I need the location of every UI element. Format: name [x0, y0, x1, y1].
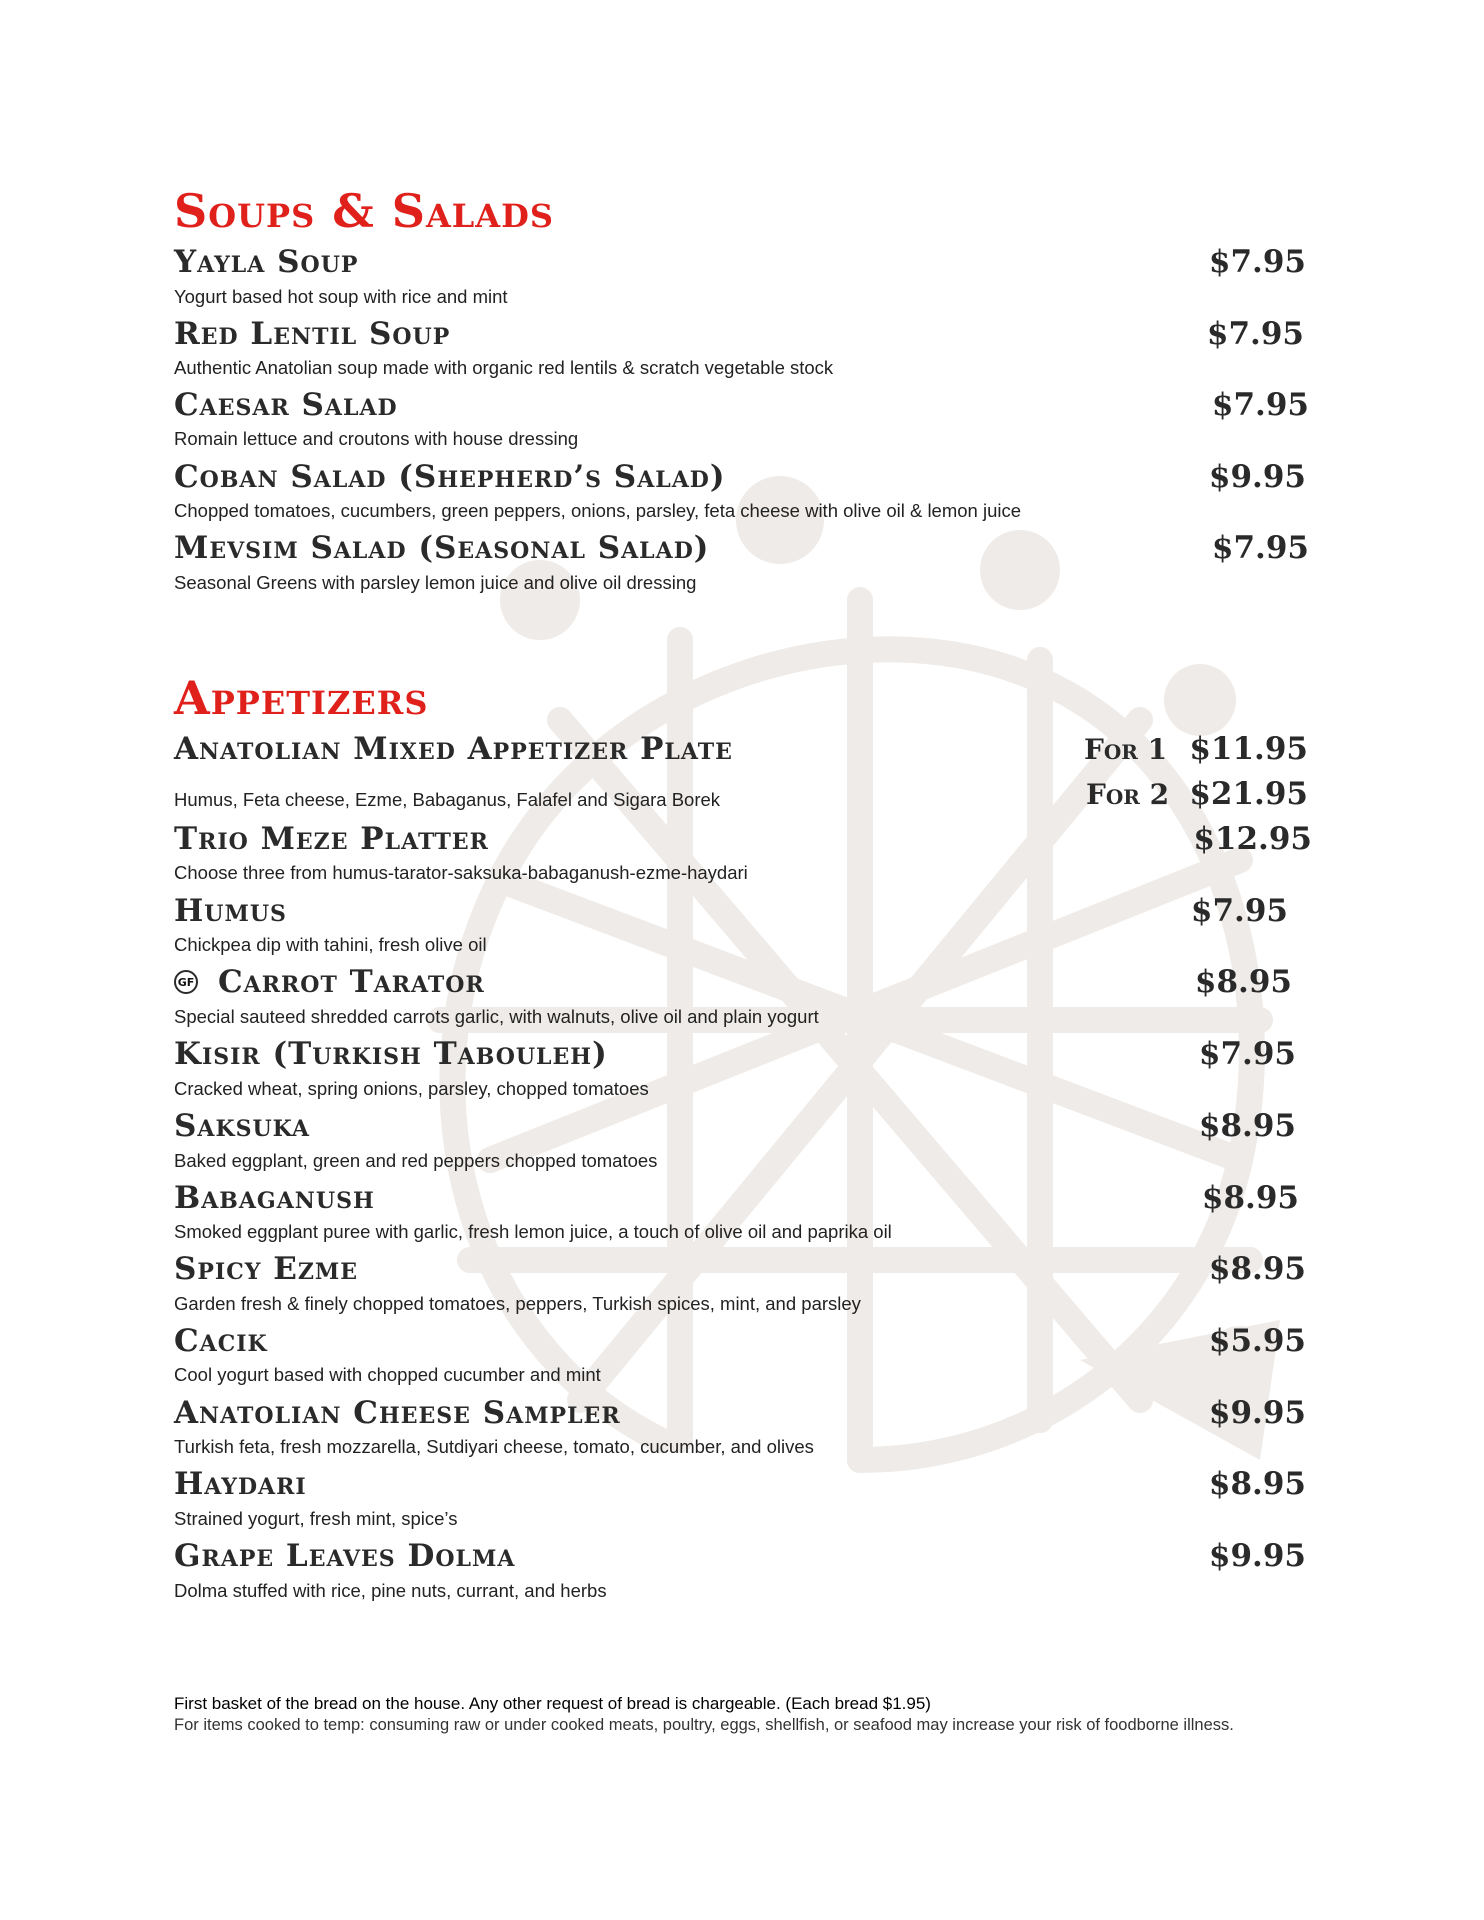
item-price: $7.95	[1208, 244, 1306, 280]
item-price: $8.95	[1208, 1466, 1306, 1502]
item-name: Saksuka	[174, 1108, 310, 1144]
item-description: Cracked wheat, spring onions, parsley, chopped tomatoes	[174, 1078, 649, 1099]
item-description: Baked eggplant, green and red peppers chopped tomatoes	[174, 1150, 658, 1171]
item-description: Smoked eggplant puree with garlic, fresh lemon juice, a touch of olive oil and paprika oil	[174, 1221, 892, 1242]
item-price: $7.95	[1211, 530, 1309, 566]
item-price: $8.95	[1194, 964, 1292, 1000]
item-price: $7.95	[1190, 893, 1288, 929]
item-name: Mevsim Salad (Seasonal Salad)	[174, 530, 710, 566]
item-name: Humus	[174, 893, 287, 929]
section-title-soups-salads: Soups & Salads	[174, 184, 554, 238]
item-description: Choose three from humus-tarator-saksuka-babaganush-ezme-haydari	[174, 862, 748, 883]
item-name: Haydari	[174, 1466, 307, 1502]
bread-note: First basket of the bread on the house. Any other request of bread is chargeable. (Each bread $1.95)	[174, 1694, 931, 1713]
item-name: Kisir (Turkish Tabouleh)	[174, 1036, 608, 1072]
item-price: $9.95	[1208, 459, 1306, 495]
item-price: $7.95	[1206, 316, 1304, 352]
item-description: Authentic Anatolian soup made with organic red lentils & scratch vegetable stock	[174, 357, 834, 378]
item-description: Yogurt based hot soup with rice and mint	[174, 286, 508, 307]
item-price: $9.95	[1208, 1395, 1306, 1431]
item-name: Trio Meze Platter	[174, 821, 489, 857]
item-description: Chopped tomatoes, cucumbers, green peppers, onions, parsley, feta cheese with olive oil & lemon juice	[174, 500, 1022, 521]
item-description: Humus, Feta cheese, Ezme, Babaganus, Falafel and Sigara Borek	[174, 789, 721, 810]
item-description: Cool yogurt based with chopped cucumber and mint	[174, 1364, 601, 1385]
item-name: Caesar Salad	[174, 387, 398, 423]
gluten-free-icon: GF	[174, 970, 198, 994]
item-description: Chickpea dip with tahini, fresh olive oil	[174, 934, 487, 955]
item-description: Special sauteed shredded carrots garlic, with walnuts, olive oil and plain yogurt	[174, 1006, 819, 1027]
item-price: $12.95	[1193, 821, 1312, 857]
item-description: Strained yogurt, fresh mint, spice’s	[174, 1508, 458, 1529]
item-description: Garden fresh & finely chopped tomatoes, peppers, Turkish spices, mint, and parsley	[174, 1293, 861, 1314]
item-price-for-2: $21.95	[1189, 776, 1308, 812]
item-price: $7.95	[1198, 1036, 1296, 1072]
item-name: Red Lentil Soup	[174, 316, 451, 352]
item-name: Babaganush	[174, 1180, 375, 1216]
item-price: $8.95	[1208, 1251, 1306, 1287]
item-name: Anatolian Cheese Sampler	[174, 1395, 621, 1431]
item-name: Anatolian Mixed Appetizer Plate	[174, 731, 733, 767]
item-name: Carrot Tarator	[218, 964, 485, 1000]
item-price-for-1: $11.95	[1189, 731, 1308, 767]
item-price: $7.95	[1211, 387, 1309, 423]
item-name: Yayla Soup	[174, 244, 359, 280]
item-description: Dolma stuffed with rice, pine nuts, currant, and herbs	[174, 1580, 607, 1601]
health-warning: For items cooked to temp: consuming raw or under cooked meats, poultry, eggs, shellfish, or seafood may increase your risk of foodborne illness.	[174, 1716, 1234, 1734]
item-name: Coban Salad (Shepherd’s Salad)	[174, 459, 726, 495]
item-price: $8.95	[1201, 1180, 1299, 1216]
item-name: Spicy Ezme	[174, 1251, 359, 1287]
section-title-appetizers: Appetizers	[174, 671, 429, 725]
item-description: Seasonal Greens with parsley lemon juice and olive oil dressing	[174, 572, 697, 593]
portion-label-for-2: For 2	[1086, 778, 1170, 811]
item-price: $5.95	[1208, 1323, 1306, 1359]
item-name: Cacik	[174, 1323, 268, 1359]
item-description: Romain lettuce and croutons with house dressing	[174, 428, 579, 449]
item-price: $9.95	[1208, 1538, 1306, 1574]
portion-label-for-1: For 1	[1084, 733, 1168, 766]
item-description: Turkish feta, fresh mozzarella, Sutdiyari cheese, tomato, cucumber, and olives	[174, 1436, 814, 1457]
item-price: $8.95	[1198, 1108, 1296, 1144]
item-name: Grape Leaves Dolma	[174, 1538, 516, 1574]
